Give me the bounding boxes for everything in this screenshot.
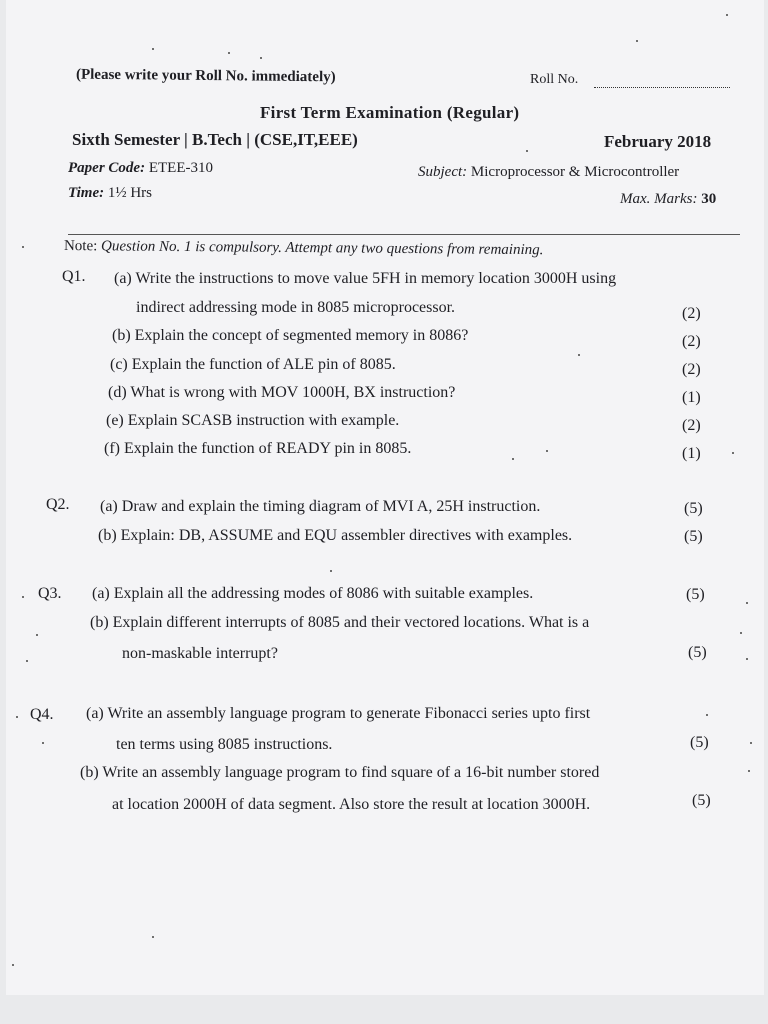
scan-speck	[746, 602, 748, 604]
scan-speck	[12, 964, 14, 966]
note	[64, 238, 544, 259]
roll-number-field	[594, 86, 730, 88]
scan-speck	[152, 48, 154, 50]
max-marks	[620, 191, 716, 208]
header-divider	[68, 234, 740, 235]
exam-paper	[6, 0, 764, 995]
scan-speck	[732, 452, 734, 454]
max-marks-value: 30	[701, 191, 717, 207]
paper-code-value: ETEE-310	[148, 160, 213, 176]
scan-speck	[740, 632, 742, 634]
q3b-text: (b) Explain different interrupts of 8085 and their vectored locations. What is a	[90, 614, 590, 631]
scan-speck	[22, 596, 24, 598]
q1a-text-continued: indirect addressing mode in 8085 microprocessor.	[136, 299, 456, 316]
q1e-marks: (2)	[682, 417, 701, 434]
scan-speck	[22, 246, 24, 248]
q2a-marks: (5)	[684, 500, 703, 517]
roll-label: Roll No.	[530, 72, 579, 87]
max-marks-label: Max. Marks:	[620, 191, 698, 207]
q1c-marks: (2)	[682, 361, 701, 378]
q2-number: Q2.	[46, 496, 70, 513]
q1f-text: (f) Explain the function of READY pin in 8085.	[104, 440, 412, 457]
subject	[418, 164, 679, 181]
subject-value: Microprocessor & Microcontroller	[470, 164, 680, 180]
scan-speck	[750, 742, 752, 744]
q3-number: Q3.	[38, 585, 62, 602]
q1e-text: (e) Explain SCASB instruction with example.	[106, 412, 400, 429]
scan-speck	[36, 634, 38, 636]
semester-line: Sixth Semester | B.Tech | (CSE,IT,EEE)	[72, 130, 358, 149]
scan-speck	[152, 936, 154, 938]
q1d-text: (d) What is wrong with MOV 1000H, BX instruction?	[108, 384, 456, 401]
q1-number: Q1.	[62, 268, 86, 285]
scan-speck	[526, 150, 528, 152]
scan-speck	[578, 354, 580, 356]
scan-speck	[228, 52, 230, 54]
subject-label: Subject:	[418, 164, 468, 180]
note-label: Note:	[63, 238, 98, 255]
exam-title: First Term Examination (Regular)	[260, 103, 520, 122]
scan-speck	[636, 40, 638, 42]
q3a-text: (a) Explain all the addressing modes of 8086 with suitable examples.	[92, 585, 534, 602]
paper-code-label: Paper Code:	[68, 160, 146, 176]
q4a-text: (a) Write an assembly language program to generate Fibonacci series upto first	[86, 705, 591, 722]
scan-speck	[706, 714, 708, 716]
q2a-text: (a) Draw and explain the timing diagram of MVI A, 25H instruction.	[100, 498, 541, 515]
q4b-marks: (5)	[692, 792, 711, 809]
q3b-marks: (5)	[688, 644, 707, 661]
note-text: Question No. 1 is compulsory. Attempt any two questions from remaining.	[101, 238, 544, 259]
scan-speck	[746, 658, 748, 660]
scan-speck	[260, 57, 262, 59]
scan-speck	[748, 770, 750, 772]
q1b-marks: (2)	[682, 333, 701, 350]
q2b-text: (b) Explain: DB, ASSUME and EQU assembler directives with examples.	[98, 527, 573, 544]
q1a-marks: (2)	[682, 305, 701, 322]
q1f-marks: (1)	[682, 445, 701, 462]
q3a-marks: (5)	[686, 586, 705, 603]
scan-speck	[512, 458, 514, 460]
exam-date: February 2018	[604, 132, 712, 151]
scan-speck	[726, 14, 728, 16]
q4b-text-continued: at location 2000H of data segment. Also store the result at location 3000H.	[112, 796, 591, 813]
scan-speck	[42, 742, 44, 744]
q1a-text: (a) Write the instructions to move value 5FH in memory location 3000H using	[114, 270, 617, 287]
q4-number: Q4.	[30, 706, 54, 723]
q3b-text-continued: non-maskable interrupt?	[122, 645, 278, 662]
time-allowed	[68, 185, 152, 202]
time-value: 1½ Hrs	[107, 185, 153, 201]
q4a-text-continued: ten terms using 8085 instructions.	[116, 736, 333, 753]
scan-speck	[16, 716, 18, 718]
q4b-text: (b) Write an assembly language program to find square of a 16-bit number stored	[80, 764, 600, 781]
scan-speck	[26, 660, 28, 662]
q1b-text: (b) Explain the concept of segmented memory in 8086?	[112, 327, 469, 344]
scan-speck	[330, 570, 332, 572]
q4a-marks: (5)	[690, 734, 709, 751]
time-label: Time:	[68, 185, 105, 201]
q1d-marks: (1)	[682, 389, 701, 406]
paper-code	[68, 160, 213, 177]
scan-speck	[546, 450, 548, 452]
q1c-text: (c) Explain the function of ALE pin of 8085.	[110, 356, 396, 373]
q2b-marks: (5)	[684, 528, 703, 545]
roll-instruction: (Please write your Roll No. immediately)	[75, 66, 336, 86]
